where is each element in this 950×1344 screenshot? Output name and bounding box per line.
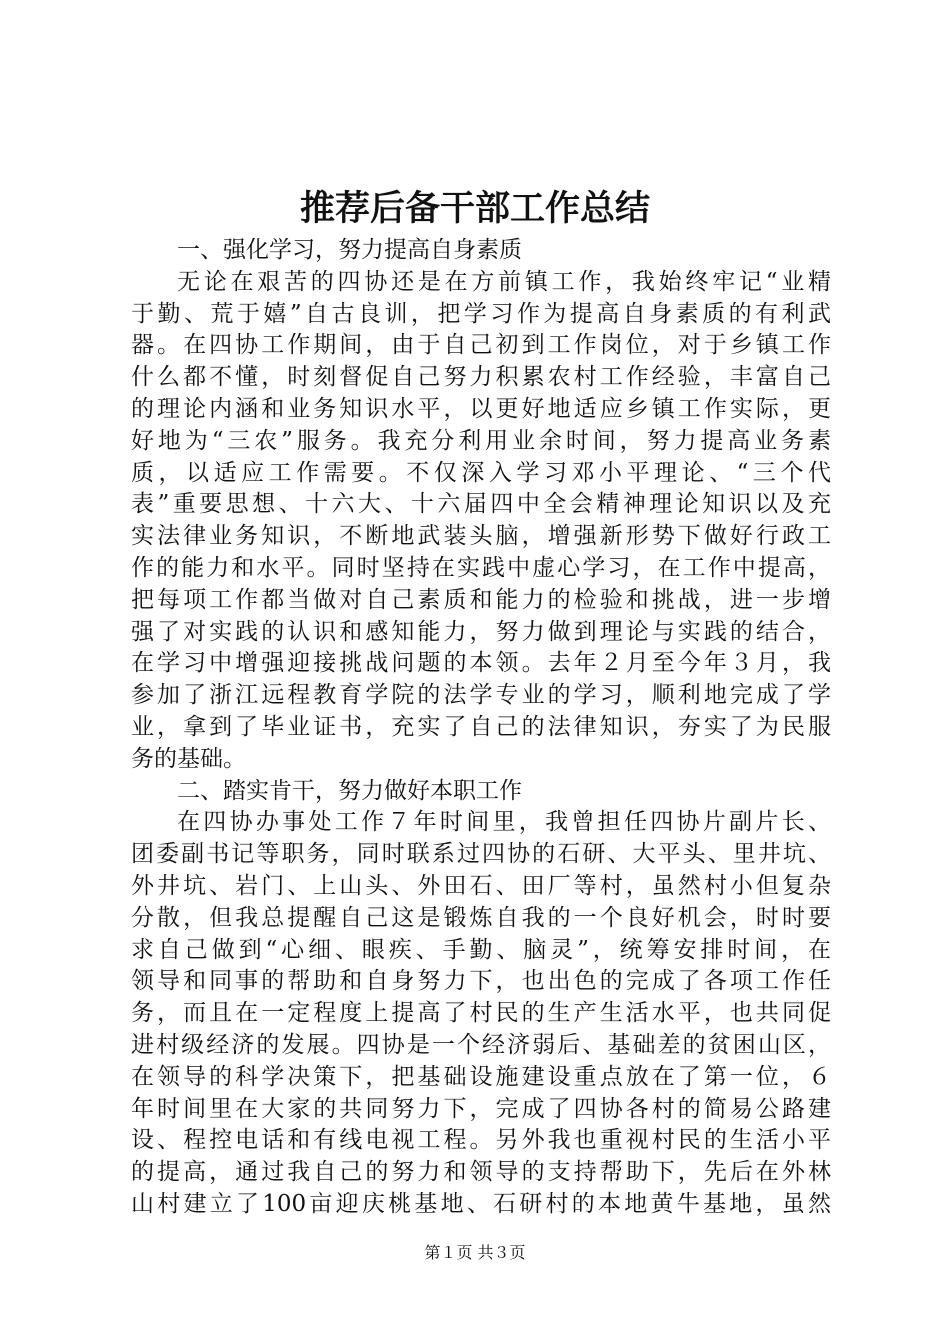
text-line: 的提高，通过我自己的努力和领导的支持帮助下，先后在外林	[131, 1159, 831, 1186]
text-line: 质，以适应工作需要。不仅深入学习邓小平理论、“三个代	[131, 459, 831, 486]
text-line: 设、程控电话和有线电视工程。另外我也重视村民的生活小平	[131, 1127, 831, 1154]
text-line: 进村级经济的发展。四协是一个经济弱后、基础差的贫困山区，	[131, 1031, 831, 1058]
text-line: 在学习中增强迎接挑战问题的本领。去年２月至今年３月，我	[131, 650, 831, 677]
text-line: 强了对实践的认识和感知能力，努力做到理论与实践的结合，	[131, 618, 831, 645]
text-line: 什么都不懂，时刻督促自己努力积累农村工作经验，丰富自己	[131, 364, 831, 391]
text-line: 业，拿到了毕业证书，充实了自己的法律知识，夯实了为民服	[131, 713, 831, 740]
text-line: 求自己做到“心细、眼疾、手勤、脑灵”，统筹安排时间，在	[131, 936, 831, 963]
text-line: 外井坑、岩门、上山头、外田石、田厂等村，虽然村小但复杂	[131, 872, 831, 899]
text-line: 务，而且在一定程度上提高了村民的生产生活水平，也共同促	[131, 1000, 831, 1027]
text-line: 好地为“三农”服务。我充分利用业余时间，努力提高业务素	[131, 427, 831, 454]
text-line: 务的基础。	[131, 745, 246, 772]
page-footer: 第１页 共３页	[424, 1243, 526, 1262]
document-title: 推荐后备干部工作总结	[299, 188, 650, 229]
text-line: 的理论内涵和业务知识水平，以更好地适应乡镇工作实际，更	[131, 395, 831, 422]
text-line: 山村建立了100亩迎庆桃基地、石研村的本地黄牛基地，虽然	[131, 1190, 831, 1217]
text-line: 年时间里在大家的共同努力下，完成了四协各村的简易公路建	[131, 1095, 831, 1122]
text-line: 团委副书记等职务，同时联系过四协的石研、大平头、里井坑、	[131, 841, 831, 868]
text-line: 无论在艰苦的四协还是在方前镇工作，我始终牢记“业精	[177, 268, 831, 295]
section-heading-1: 一、强化学习，努力提高自身素质	[177, 237, 522, 263]
text-line: 在四协办事处工作７年时间里，我曾担任四协片副片长、	[177, 809, 831, 836]
text-line: 在领导的科学决策下，把基础设施建设重点放在了第一位，６	[131, 1063, 831, 1090]
text-line: 实法律业务知识，不断地武装头脑，增强新形势下做好行政工	[131, 523, 831, 550]
text-line: 参加了浙江远程教育学院的法学专业的学习，顺利地完成了学	[131, 682, 831, 709]
text-line: 于勤、荒于嬉”自古良训，把学习作为提高自身素质的有利武	[131, 300, 831, 327]
text-line: 器。在四协工作期间，由于自己初到工作岗位，对于乡镇工作	[131, 332, 831, 359]
document-body	[131, 235, 831, 1221]
text-line: 把每项工作都当做对自己素质和能力的检验和挑战，进一步增	[131, 586, 831, 613]
section-heading-2: 二、踏实肯干，努力做好本职工作	[177, 777, 522, 804]
text-line: 作的能力和水平。同时坚持在实践中虚心学习，在工作中提高，	[131, 554, 831, 581]
text-line: 表”重要思想、十六大、十六届四中全会精神理论知识以及充	[131, 491, 831, 518]
text-line: 分散，但我总提醒自己这是锻炼自我的一个良好机会，时时要	[131, 904, 831, 931]
text-line: 领导和同事的帮助和自身努力下，也出色的完成了各项工作任	[131, 968, 831, 995]
